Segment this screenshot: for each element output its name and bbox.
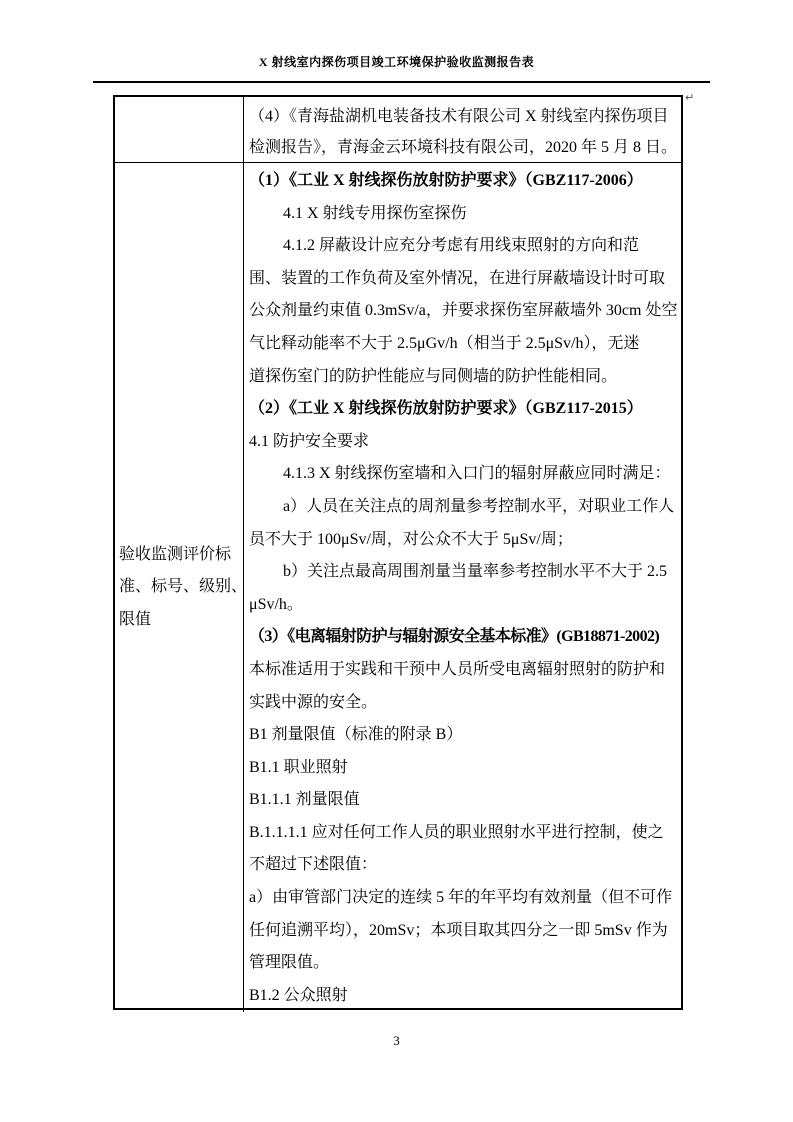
text-line: 检测报告》，青海金云环境科技有限公司，2020 年 5 月 8 日。 bbox=[249, 139, 678, 156]
text-line: 任何追溯平均），20mSv；本项目取其四分之一即 5mSv 作为 bbox=[249, 921, 668, 939]
row1-label-cell bbox=[115, 97, 244, 162]
text-line: 围、装置的工作负荷及室外情况，在进行屏蔽墙设计时可取 bbox=[249, 269, 666, 287]
text-line: 验收监测评价标 bbox=[119, 545, 232, 563]
text-line: 公众剂量约束值 0.3mSv/a，并要求探伤室屏蔽墙外 30cm 处空 bbox=[249, 302, 678, 320]
text-line: a）人员在关注点的周剂量参考控制水平，对职业工作人 bbox=[283, 497, 675, 515]
text-line: （1）《工业 X 射线探伤放射防护要求》（GBZ117-2006） bbox=[249, 172, 643, 189]
text-line: 实践中源的安全。 bbox=[249, 693, 378, 711]
text-line: 本标准适用于实践和干预中人员所受电离辐射照射的防护和 bbox=[249, 660, 666, 678]
text-line: μSv/h。 bbox=[249, 595, 303, 613]
text-line: （4）《青海盐湖机电装备技术有限公司 X 射线室内探伤项目 bbox=[249, 108, 669, 125]
text-line: 4.1 防护安全要求 bbox=[249, 432, 370, 450]
text-line: a）由审管部门决定的连续 5 年的年平均有效剂量（但不可作 bbox=[249, 889, 673, 907]
table-row-references bbox=[115, 97, 681, 163]
text-line: 4.1.3 X 射线探伤室墙和入口门的辐射屏蔽应同时满足： bbox=[283, 465, 671, 483]
table-row-standards bbox=[115, 163, 681, 1012]
text-line: （2）《工业 X 射线探伤放射防护要求》（GBZ117-2015） bbox=[249, 400, 643, 418]
text-line: 员不大于 100μSv/周，对公众不大于 5μSv/周； bbox=[249, 530, 573, 548]
row2-label-cell bbox=[115, 163, 248, 1012]
row2-content-cell bbox=[244, 163, 681, 1012]
text-line: 不超过下述限值： bbox=[249, 856, 378, 874]
text-line: B1.1 职业照射 bbox=[249, 758, 348, 776]
page-title: X 射线室内探伤项目竣工环境保护验收监测报告表 bbox=[258, 55, 535, 69]
text-line: 4.1 X 射线专用探伤室探伤 bbox=[283, 204, 467, 222]
header-divider bbox=[93, 81, 710, 83]
text-line: B1.2 公众照射 bbox=[249, 986, 348, 1004]
page-number: 3 bbox=[393, 1033, 400, 1048]
paragraph-mark-icon: ↵ bbox=[685, 91, 695, 104]
text-line: B.1.1.1.1 应对任何工作人员的职业照射水平进行控制，使之 bbox=[249, 823, 664, 841]
text-line: 准、标号、级别、 bbox=[119, 578, 248, 596]
text-line: 限值 bbox=[119, 611, 152, 629]
text-line: 4.1.2 屏蔽设计应充分考虑有用线束照射的方向和范 bbox=[283, 237, 640, 255]
text-line: 管理限值。 bbox=[249, 954, 330, 972]
text-line: （3）《电离辐射防护与辐射源安全基本标准》(GB18871-2002) bbox=[249, 628, 660, 646]
row1-content-cell bbox=[244, 97, 681, 162]
text-line: 气比释动能率不大于 2.5μGv/h（相当于 2.5μSv/h），无迷 bbox=[249, 334, 640, 352]
text-line: b）关注点最高周围剂量当量率参考控制水平不大于 2.5 bbox=[283, 563, 668, 581]
text-line: B1.1.1 剂量限值 bbox=[249, 791, 360, 809]
text-line: 道探伤室门的防护性能应与同侧墙的防护性能相同。 bbox=[249, 367, 618, 385]
report-table bbox=[113, 95, 683, 1010]
text-line: B1 剂量限值（标准的附录 B） bbox=[249, 726, 463, 744]
